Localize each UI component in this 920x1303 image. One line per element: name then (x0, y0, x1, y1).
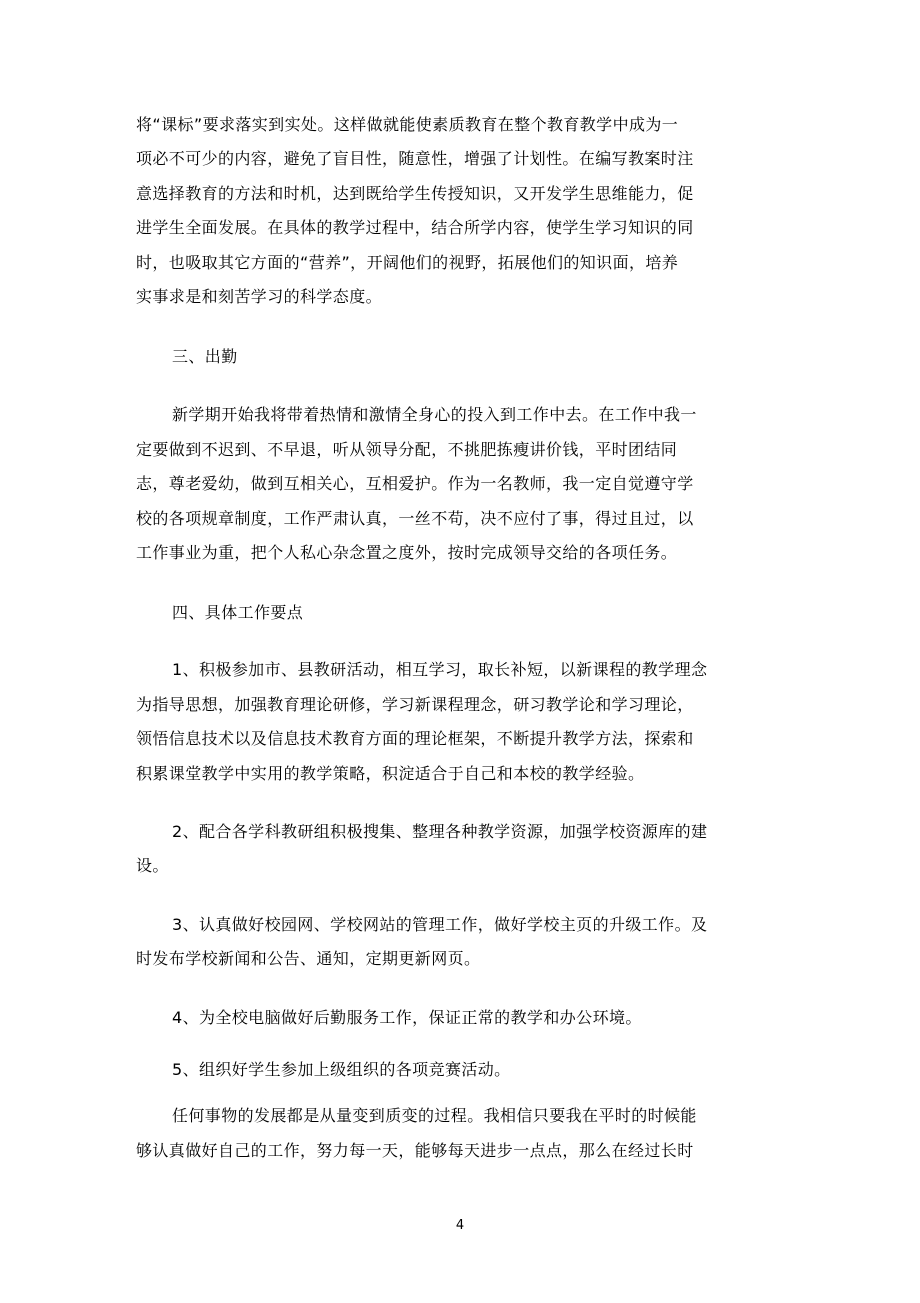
list-item-line: 积累课堂教学中实用的教学策略，积淀适合于自己和本校的教学经验。 (136, 764, 645, 783)
list-item-line: 设。 (136, 856, 169, 875)
page-number: 4 (455, 1218, 465, 1233)
paragraph-line: 新学期开始我将带着热情和激情全身心的投入到工作中去。在工作中我一 (172, 405, 697, 424)
paragraph-line: 意选择教育的方法和时机，达到既给学生传授知识，又开发学生思维能力，促 (136, 184, 694, 203)
list-item-line: 2、配合各学科教研组积极搜集、整理各种教学资源，加强学校资源库的建 (172, 822, 708, 841)
paragraph-line: 定要做到不迟到、不早退，听从领导分配，不挑肥拣瘦讲价钱，平时团结同 (136, 440, 678, 459)
list-item-line: 领悟信息技术以及信息技术教育方面的理论框架，不断提升教学方法，探索和 (136, 729, 694, 748)
paragraph-line: 项必不可少的内容，避免了盲目性，随意性，增强了计划性。在编写教案时注 (136, 149, 694, 168)
list-item-line: 5、组织好学生参加上级组织的各项竞赛活动。 (172, 1060, 511, 1079)
paragraph-line: 工作事业为重，把个人私心杂念置之度外，按时完成领导交给的各项任务。 (136, 543, 678, 562)
paragraph-line: 时，也吸取其它方面的“营养”，开阔他们的视野，拓展他们的知识面，培养 (136, 253, 679, 272)
list-item-line: 为指导思想，加强教育理论研修，学习新课程理念，研习教学论和学习理论， (136, 695, 694, 714)
list-item-line: 1、积极参加市、县教研活动，相互学习，取长补短，以新课程的教学理念 (172, 660, 708, 679)
paragraph-line: 够认真做好自己的工作，努力每一天，能够每天进步一点点，那么在经过长时 (136, 1141, 694, 1160)
paragraph-line: 任何事物的发展都是从量变到质变的过程。我相信只要我在平时的时候能 (172, 1106, 697, 1125)
list-item-line: 3、认真做好校园网、学校网站的管理工作，做好学校主页的升级工作。及 (172, 915, 708, 934)
paragraph-line: 实事求是和刻苦学习的科学态度。 (136, 287, 383, 306)
paragraph-line: 进学生全面发展。在具体的教学过程中，结合所学内容，使学生学习知识的同 (136, 218, 694, 237)
paragraph-line: 校的各项规章制度，工作严肃认真，一丝不苟，决不应付了事，得过且过，以 (136, 509, 694, 528)
section-heading-attendance: 三、出勤 (172, 347, 238, 366)
list-item-line: 时发布学校新闻和公告、通知，定期更新网页。 (136, 949, 481, 968)
paragraph-line: 志，尊老爱幼，做到互相关心，互相爱护。作为一名教师，我一定自觉遵守学 (136, 474, 694, 493)
paragraph-line: 将“课标”要求落实到实处。这样做就能使素质教育在整个教育教学中成为一 (136, 115, 679, 134)
list-item-line: 4、为全校电脑做好后勤服务工作，保证正常的教学和办公环境。 (172, 1008, 642, 1027)
section-heading-work-points: 四、具体工作要点 (172, 603, 304, 622)
